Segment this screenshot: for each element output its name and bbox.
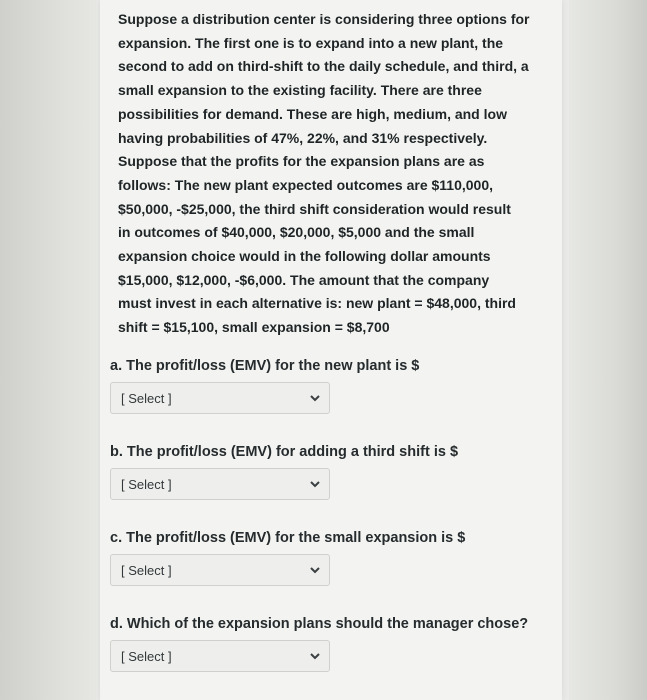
part-c-select-value: [ Select ] <box>121 563 172 578</box>
question-line: having probabilities of 47%, 22%, and 31% respectively. <box>118 129 488 146</box>
question-line: follows: The new plant expected outcomes are $110,000, <box>118 176 494 193</box>
photo-bezel-left <box>0 0 96 700</box>
chevron-down-icon <box>309 478 321 490</box>
part-a-select[interactable] <box>110 382 330 414</box>
part-b-prompt: b. The profit/loss (EMV) for adding a third shift is $ <box>110 444 459 460</box>
chevron-down-icon <box>309 392 321 404</box>
question-line: in outcomes of $40,000, $20,000, $5,000 and the small <box>118 224 475 241</box>
part-d-select[interactable] <box>110 640 330 672</box>
question-line: must invest in each alternative is: new plant = $48,000, third <box>118 295 516 312</box>
part-c-select[interactable] <box>110 554 330 586</box>
question-line: expansion. The first one is to expand into a new plant, the <box>118 34 504 51</box>
question-line: Suppose a distribution center is considering three options for <box>118 11 530 27</box>
part-a-prompt: a. The profit/loss (EMV) for the new plant is $ <box>110 358 420 374</box>
question-line: $15,000, $12,000, -$6,000. The amount that the company <box>118 271 490 288</box>
chevron-down-icon <box>309 564 321 576</box>
question-line: $50,000, -$25,000, the third shift consideration would result <box>118 200 511 217</box>
photo-bezel-right <box>569 0 647 700</box>
part-b-select-value: [ Select ] <box>121 477 172 492</box>
part-d-select-value: [ Select ] <box>121 649 172 664</box>
chevron-down-icon <box>309 650 321 662</box>
question-line: expansion choice would in the following dollar amounts <box>118 248 491 265</box>
question-line: second to add on third-shift to the daily schedule, and third, a <box>118 58 529 75</box>
question-line: Suppose that the profits for the expansion plans are as <box>118 153 485 170</box>
part-c-prompt: c. The profit/loss (EMV) for the small expansion is $ <box>110 530 466 546</box>
question-stem <box>118 8 550 340</box>
part-d-prompt: d. Which of the expansion plans should the manager chose? <box>110 616 529 632</box>
question-line: possibilities for demand. These are high, medium, and low <box>118 105 507 122</box>
question-line: small expansion to the existing facility. There are three <box>118 82 482 99</box>
question-line: shift = $15,100, small expansion = $8,700 <box>118 319 390 336</box>
part-a-select-value: [ Select ] <box>121 391 172 406</box>
part-b-select[interactable] <box>110 468 330 500</box>
